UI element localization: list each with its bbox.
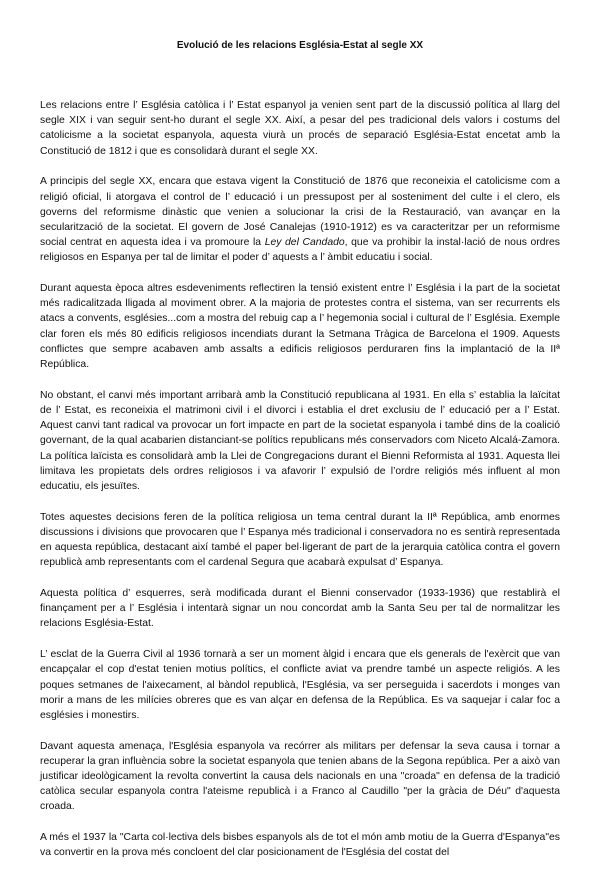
paragraph-canalejas <box>40 174 560 265</box>
ley-del-candado-emphasis: Ley del Candado <box>264 237 345 249</box>
page-title: Evolució de les relacions Església-Estat al segle XX <box>176 40 424 51</box>
paragraph-canalejas-text-before: A principis del segle XX, encara que estava vigent la Constitució de 1876 que reconeixia el catolicisme com a religió oficial, li atorgava el control de l’ educació i un pressupost per al sosteniment del culte i el clero, els governs del reformisme dinàstic que venien a solucionar la crisi de la Restauració, van avançar en la secularització de la societat. El govern de José Canalejas (1910-1912) es va caracteritzar per un reformisme social centrat en aquesta idea i va promoure la <box>40 176 560 249</box>
paragraph-constitucio-1931: No obstant, el canvi més important arribarà amb la Constitució republicana al 1931. En ella s’ establia la laïcitat de l’ Estat, es reconeixia el matrimoni civil i el divorci i establia el dret exclusiu de l’ educació per a l’ Estat. Aquest canvi tant radical va provocar un fort impacte en part de la societat espanyola i també dins de la coalició governant, de la qual acabarien distanciant-se polítics republicans més conservadors com Niceto Alcalá-Zamora. La política laïcista es consolidarà amb la Llei de Congregacions durant el Bienni Reformista al 1931. Aquesta llei limitava les propietats dels ordres religiosos i va afavorir l’ expulsió de l’ordre religiós més influent al mon educatiu, els jesuïtes. <box>40 389 560 492</box>
paragraph-politica-religiosa: Totes aquestes decisions feren de la política religiosa un tema central durant la IIª República, amb enormes discussions i divisions que provocaren que l’ Espanya més tradicional i conservadora no es sentirà representada en aquesta república, destacant així també el paper bel·ligerant de part de la jerarquia catòlica contra el govern republicà amb representants com el cardenal Segura que acabarà expulsat d’ Espanya. <box>40 511 560 569</box>
paragraph-intro: Les relacions entre l’ Església catòlica i l’ Estat espanyol ja venien sent part de la discussió política al llarg del segle XIX i van seguir sent-ho durant el segle XX. Així, a pesar del pes tradicional dels valors i costums del catolicisme a la societat espanyola, aquesta viurà un procés de separació Església-Estat encetat amb la Constitució de 1812 i que es consolidarà durant el segle XX. <box>40 100 560 157</box>
paragraph-canalejas-text-after: , que va prohibir la instal·lació de nous ordres religiosos en Espanya per tal de limitar el poder d’ aquests a l’ àmbit educatiu i social. <box>40 237 560 264</box>
paragraph-carta-collectiva: A més el 1937 la "Carta col·lectiva dels bisbes espanyols als de tot el món amb motiu de la Guerra d'Espanya"es va convertir en la prova més concloent del clar posicionament de l'Església del costat del <box>40 832 560 859</box>
paragraph-bienni-conservador: Aquesta política d’ esquerres, serà modificada durant el Bienni conservador (1933-1936) que restablirà el finançament per a l’ Església i intentarà signar un nou concordat amb la Santa Seu per tal de normalitzar les relacions Església-Estat. <box>40 587 560 630</box>
paragraph-croada: Davant aquesta amenaça, l'Església espanyola va recórrer als militars per defensar la seva causa i tornar a recuperar la gran influència sobre la societat espanyola que tenien abans de la Segona república. Per a això van justificar ideològicament la revolta convertint la causa dels nacionals en una "croada" en defensa de la tradició catòlica secular espanyola contra l'ateisme republicà i a Franco al Caudillo "per la gràcia de Déu" d'aquesta croada. <box>40 740 560 813</box>
paragraph-guerra-civil: L’ esclat de la Guerra Civil al 1936 tornarà a ser un moment àlgid i encara que els generals de l'exèrcit que van encapçalar el cop d'estat tenien motius polítics, el conflicte aviat va prendre també un aspecte religiós. A les poques setmanes de l'aixecament, al bàndol republicà, l'Església, va ser perseguida i sacerdots i monges van morir a mans de les milícies obreres que es van alçar en defensa de la República. Es va saquejar i calar foc a esglésies i monestirs. <box>40 649 560 721</box>
document-body <box>40 98 560 876</box>
paragraph-setmana-tragica: Durant aquesta època altres esdeveniments reflectiren la tensió existent entre l’ Església i la part de la societat més radicalitzada lligada al moviment obrer. A la majoria de protestes contra el sistema, van ser recurrents els atacs a convents, esglésies...com a mostra del rebuig cap a l’ hegemonia social i cultural de l’ Església. Exemple clar foren els més 80 edificis religiosos incendiats durant la Setmana Tràgica de Barcelona el 1909. Aquests conflictes que sempre acabaven amb assalts a edificis religiosos perduraren fins la implantació de la IIª República. <box>40 283 560 371</box>
